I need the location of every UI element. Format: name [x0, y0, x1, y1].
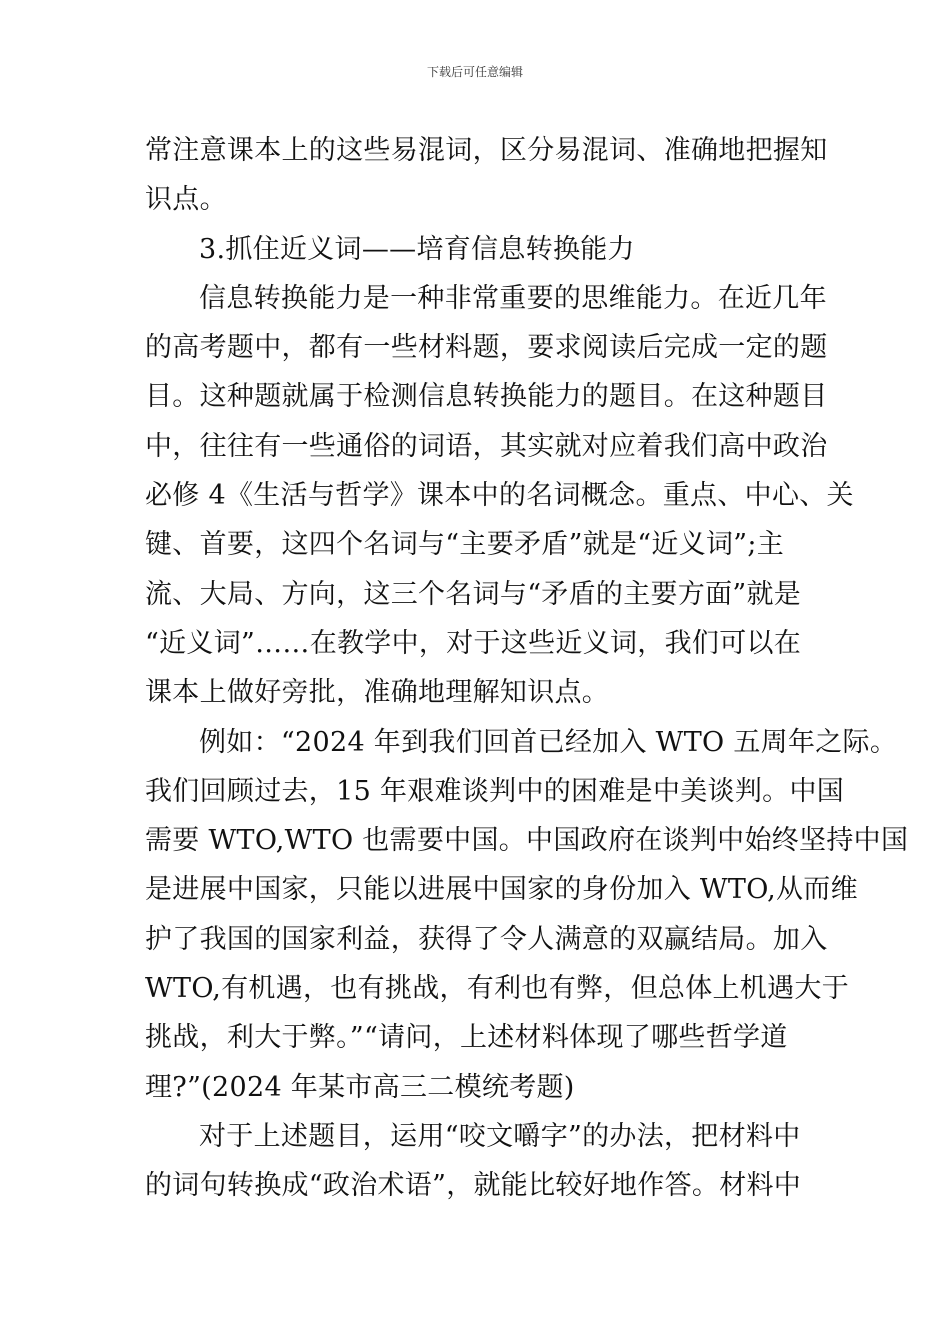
text-line: “近义词”……在教学中，对于这些近义词，我们可以在	[145, 627, 802, 659]
text-line: 例如：“2024 年到我们回首已经加入 WTO 五周年之际。	[199, 726, 898, 758]
text-line: 我们回顾过去，15 年艰难谈判中的困难是中美谈判。中国	[145, 775, 845, 807]
text-line: 的词句转换成“政治术语”，就能比较好地作答。材料中	[145, 1170, 802, 1202]
text-line: 识点。	[145, 184, 227, 216]
text-line: 目。这种题就属于检测信息转换能力的题目。在这种题目	[145, 381, 828, 413]
text-line: 中，往往有一些通俗的词语，其实就对应着我们高中政治	[145, 430, 828, 462]
text-line: 是进展中国家，只能以进展中国家的身份加入 WTO,从而维	[145, 874, 858, 906]
text-line: 的高考题中，都有一些材料题，要求阅读后完成一定的题	[145, 332, 828, 364]
text-line: 键、首要，这四个名词与“主要矛盾”就是“近义词”;主	[145, 529, 785, 561]
text-line: 课本上做好旁批，准确地理解知识点。	[145, 677, 610, 709]
text-line: 必修 4《生活与哲学》课本中的名词概念。重点、中心、关	[145, 480, 854, 512]
text-line: 常注意课本上的这些易混词，区分易混词、准确地把握知	[145, 135, 828, 166]
text-line: 护了我国的国家利益，获得了令人满意的双赢结局。加入	[145, 923, 828, 955]
text-line: 需要 WTO,WTO 也需要中国。中国政府在谈判中始终坚持中国	[145, 825, 909, 857]
text-line: 信息转换能力是一种非常重要的思维能力。在近几年	[199, 282, 827, 314]
text-line: WTO,有机遇，也有挑战，有利也有弊，但总体上机遇大于	[145, 973, 849, 1005]
page-header: 下载后可任意编辑	[426, 65, 523, 79]
text-line: 挑战，利大于弊。”“请问，上述材料体现了哪些哲学道	[145, 1022, 788, 1054]
text-line: 理?”(2024 年某市高三二模统考题)	[145, 1071, 575, 1103]
text-line: 流、大局、方向，这三个名词与“矛盾的主要方面”就是	[145, 578, 802, 610]
text-line: 对于上述题目，运用“咬文嚼字”的办法，把材料中	[199, 1120, 801, 1152]
document-body	[145, 126, 909, 1211]
section-heading: 3.抓住近义词——培育信息转换能力	[199, 233, 635, 265]
